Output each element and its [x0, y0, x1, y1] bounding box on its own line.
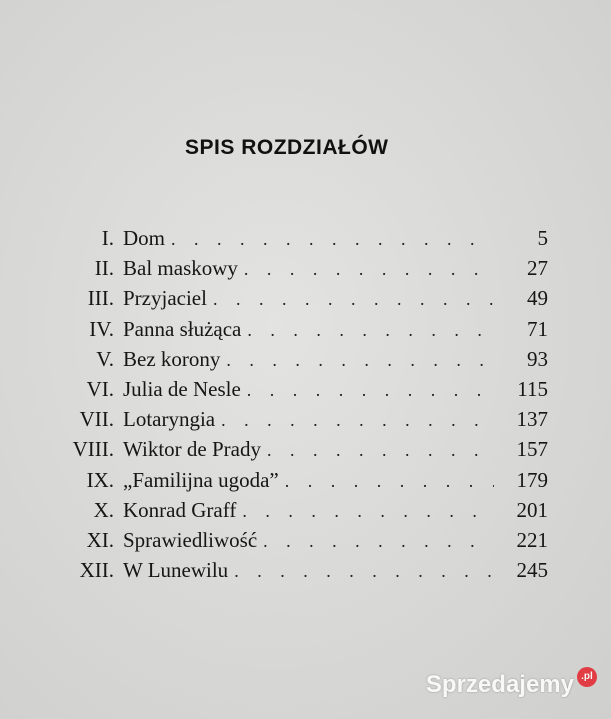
chapter-title: „Familijna ugoda”: [123, 467, 279, 492]
chapter-number: IV.: [89, 316, 114, 341]
page-number: 201: [516, 497, 548, 522]
chapter-number: VII.: [79, 407, 114, 432]
page-number: 5: [537, 226, 548, 250]
chapter-number: VIII.: [72, 437, 114, 462]
toc-entry-2: [58, 253, 548, 283]
toc-entry-11: [58, 525, 548, 555]
chapter-number: IX.: [86, 467, 114, 492]
toc-entry-4: [58, 314, 548, 344]
toc-entry-9: [58, 465, 548, 495]
dot-leader: [241, 375, 494, 405]
chapter-title: Dom: [123, 226, 165, 250]
toc-entry-10: [58, 495, 548, 525]
page-number: 179: [516, 467, 548, 492]
chapter-title: Bez korony: [123, 346, 221, 371]
dot-leader: [241, 315, 494, 345]
dot-leader: [228, 556, 494, 586]
page-number: 49: [527, 286, 548, 311]
chapter-number: VI.: [86, 376, 114, 401]
dot-leader: [215, 405, 494, 435]
dot-leader: [220, 345, 494, 375]
page-number: 93: [527, 346, 548, 371]
chapter-number: V.: [96, 346, 114, 371]
dot-leader: [236, 496, 494, 526]
toc-entry-3: [58, 283, 548, 313]
page-number: 115: [517, 376, 548, 401]
dot-leader: [207, 284, 494, 314]
table-of-contents: [58, 223, 548, 585]
chapter-title: Konrad Graff: [123, 497, 237, 522]
page-number: 157: [516, 437, 548, 462]
toc-entry-8: [58, 434, 548, 464]
page-number: 137: [516, 407, 548, 432]
toc-entry-7: [58, 404, 548, 434]
toc-entry-1: [58, 223, 548, 253]
chapter-number: X.: [93, 497, 114, 522]
page-number: 27: [527, 256, 548, 281]
chapter-number: II.: [94, 256, 114, 281]
page-number: 221: [516, 527, 548, 552]
dot-leader: [261, 435, 494, 465]
page-number: 245: [516, 558, 548, 583]
dot-leader: [238, 254, 494, 284]
watermark-logo: [426, 671, 597, 699]
chapter-number: XII.: [79, 558, 114, 583]
chapter-title: Przyjaciel: [123, 286, 207, 311]
chapter-number: III.: [87, 286, 114, 311]
chapter-title: Julia de Nesle: [123, 376, 241, 401]
chapter-title: Sprawiedliwość: [123, 527, 258, 552]
watermark-badge: .pl: [577, 667, 597, 687]
dot-leader: [279, 466, 494, 496]
toc-entry-5: [58, 344, 548, 374]
chapter-number: I.: [101, 226, 114, 250]
chapter-number: XI.: [86, 527, 114, 552]
watermark-text: Sprzedajemy: [425, 671, 574, 698]
chapter-title: W Lunewilu: [123, 558, 229, 583]
chapter-title: Lotaryngia: [123, 407, 216, 432]
dot-leader: [165, 224, 494, 254]
dot-leader: [257, 526, 494, 556]
chapter-title: Bal maskowy: [123, 256, 238, 281]
toc-entry-12: [58, 555, 548, 585]
chapter-title: Panna służąca: [123, 316, 242, 341]
page-number: 71: [527, 316, 548, 341]
toc-entry-6: [58, 374, 548, 404]
page-title: SPIS ROZDZIAŁÓW: [185, 136, 389, 159]
chapter-title: Wiktor de Prady: [123, 437, 261, 462]
